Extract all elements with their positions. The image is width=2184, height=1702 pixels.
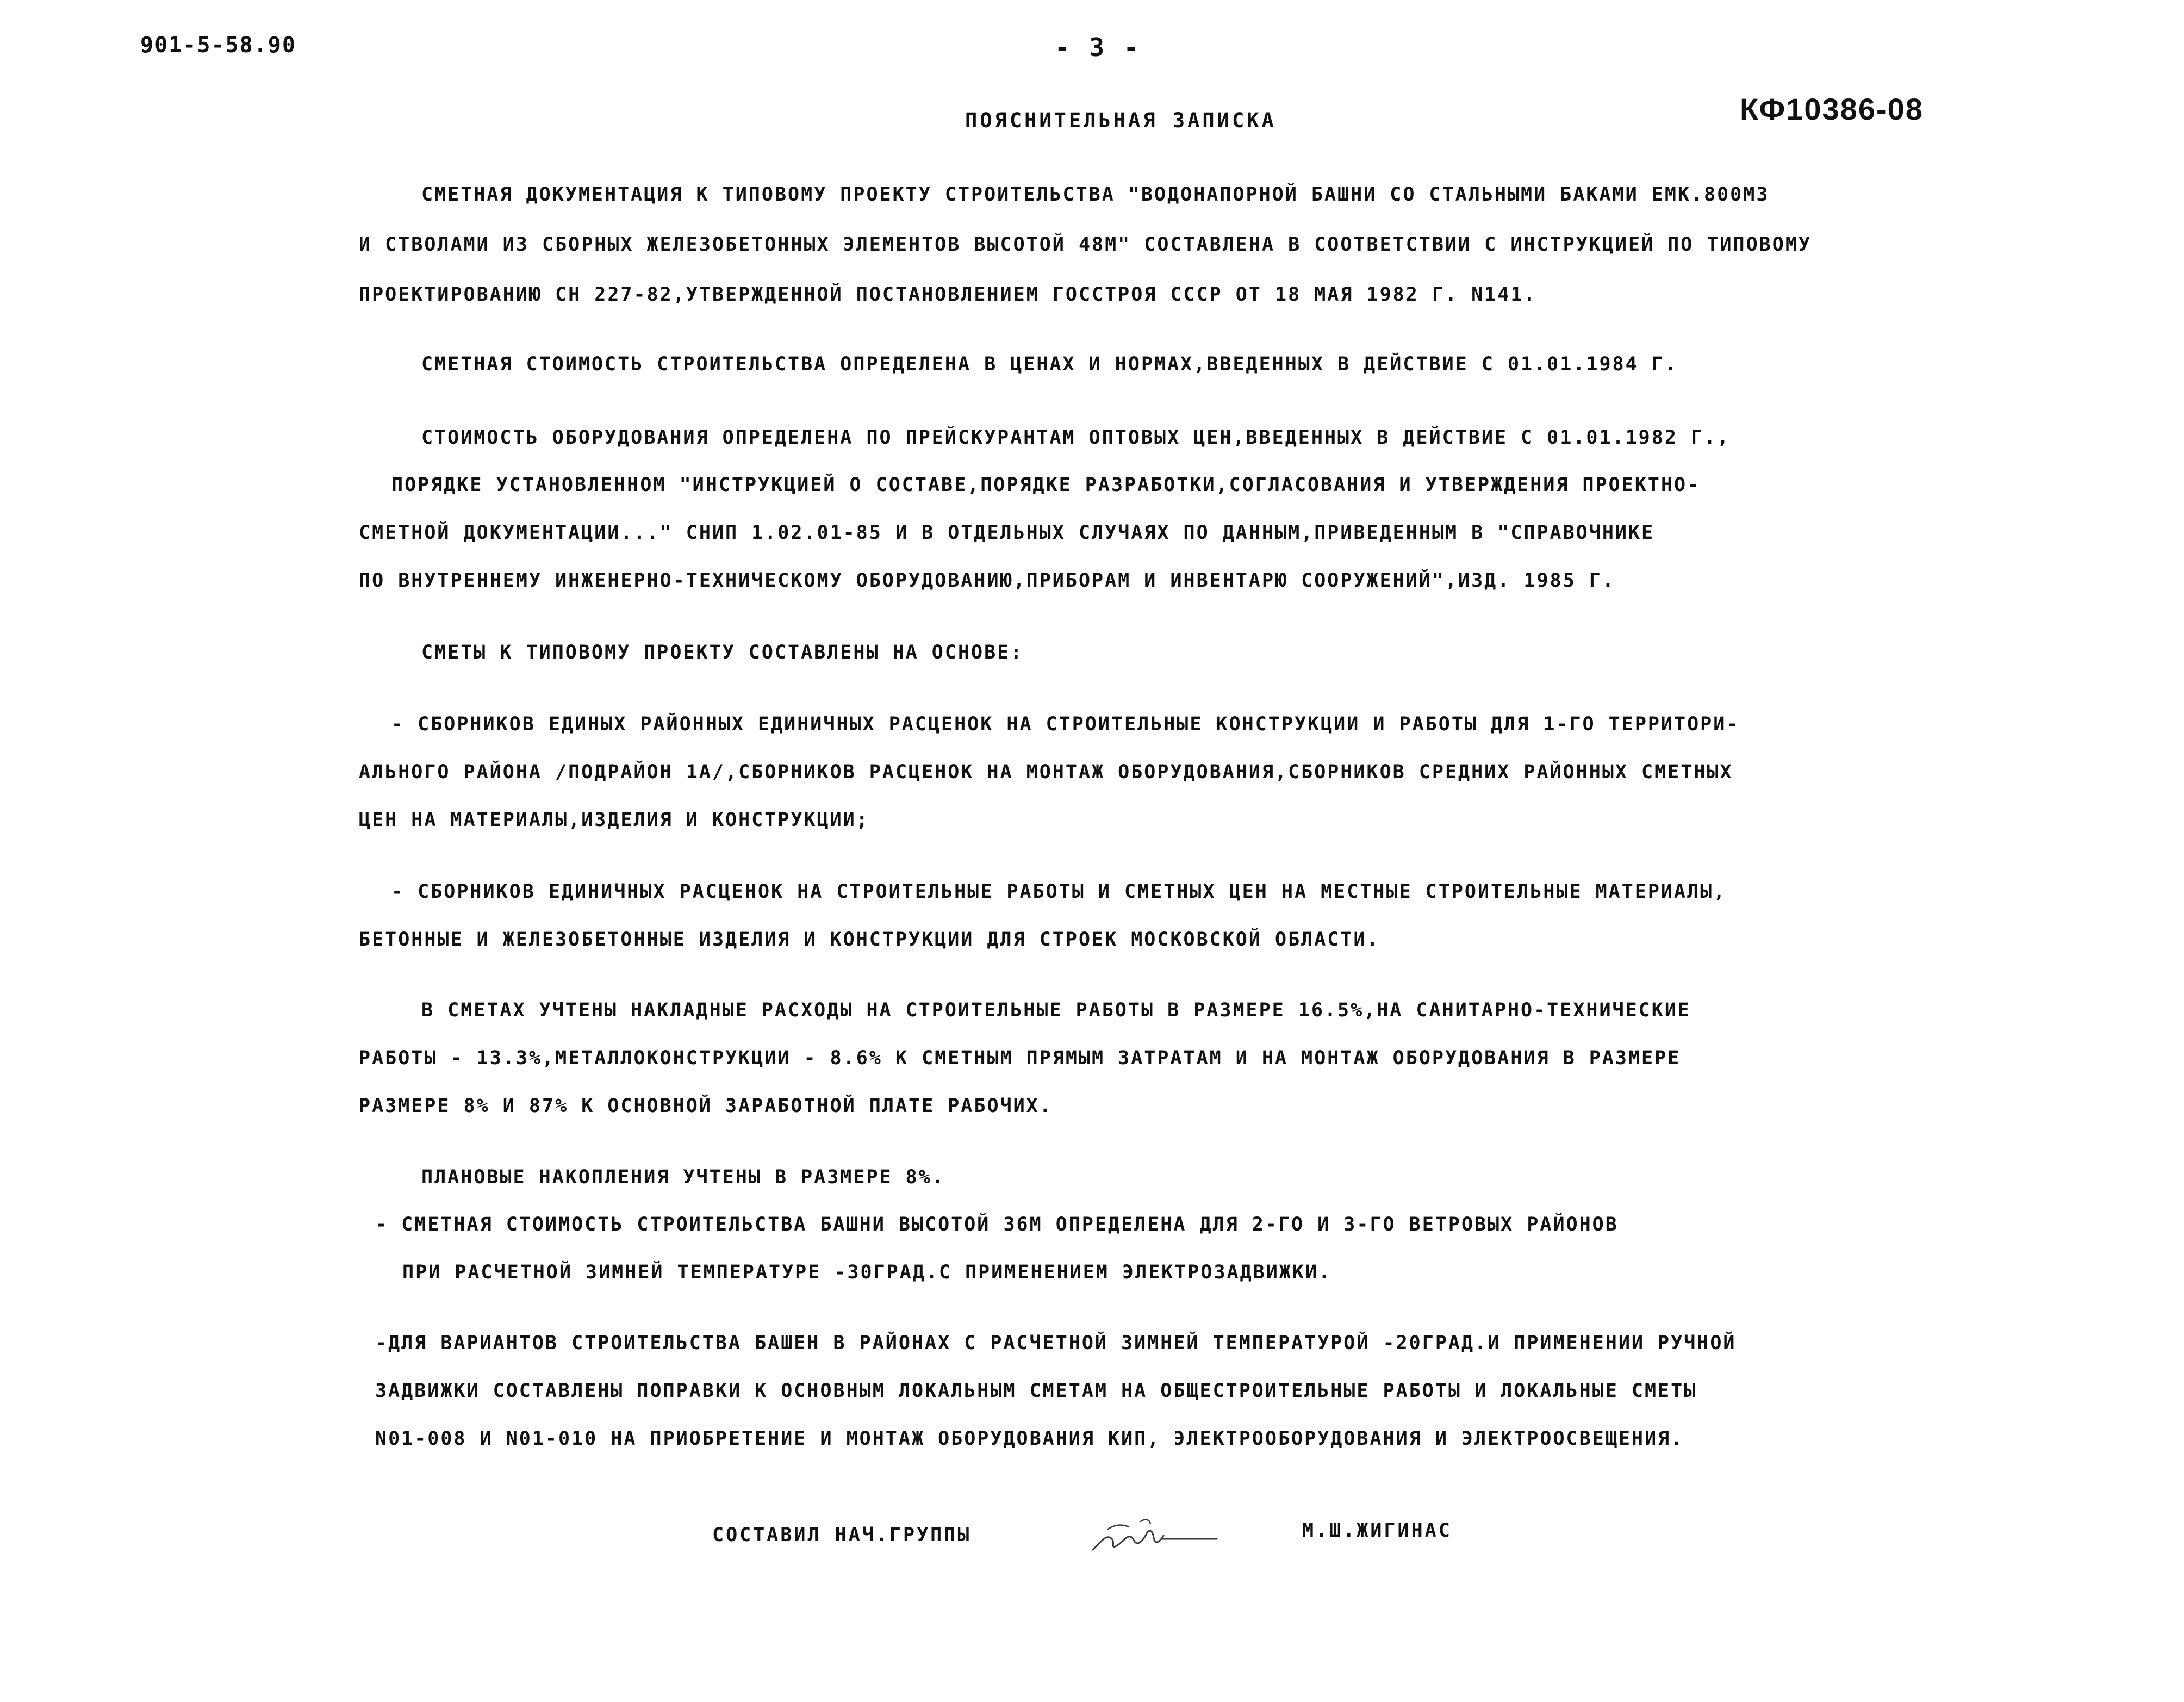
body-line: ПРИ РАСЧЕТНОЙ ЗИМНЕЙ ТЕМПЕРАТУРЕ -30ГРАД.С ПРИМЕНЕНИЕМ ЭЛЕКТРОЗАДВИЖКИ. <box>402 1262 1332 1283</box>
body-line: ПО ВНУТРЕННЕМУ ИНЖЕНЕРНО-ТЕХНИЧЕСКОМУ ОБОРУДОВАНИЮ,ПРИБОРАМ И ИНВЕНТАРЮ СООРУЖЕНИЙ",ИЗД. 1985 Г. <box>359 570 1615 592</box>
signer-role: СОСТАВИЛ НАЧ.ГРУППЫ <box>712 1524 972 1546</box>
body-line: - СБОРНИКОВ ЕДИНИЧНЫХ РАСЦЕНОК НА СТРОИТЕЛЬНЫЕ РАБОТЫ И СМЕТНЫХ ЦЕН НА МЕСТНЫЕ СТРОИТЕЛЬНЫЕ МАТЕРИАЛЫ, <box>391 881 1727 903</box>
page-number: - 3 - <box>1055 33 1141 62</box>
body-line: - СМЕТНАЯ СТОИМОСТЬ СТРОИТЕЛЬСТВА БАШНИ ВЫСОТОЙ 36М ОПРЕДЕЛЕНА ДЛЯ 2-ГО И 3-ГО ВЕТРОВЫХ РАЙОНОВ <box>375 1214 1619 1235</box>
body-line: СТОИМОСТЬ ОБОРУДОВАНИЯ ОПРЕДЕЛЕНА ПО ПРЕЙСКУРАНТАМ ОПТОВЫХ ЦЕН,ВВЕДЕННЫХ В ДЕЙСТВИЕ С 01.01.1982 Г., <box>421 427 1731 449</box>
body-line: РАБОТЫ - 13.3%,МЕТАЛЛОКОНСТРУКЦИИ - 8.6% К СМЕТНЫМ ПРЯМЫМ ЗАТРАТАМ И НА МОНТАЖ ОБОРУДОВАНИЯ В РАЗМЕРЕ <box>359 1047 1681 1069</box>
body-line: БЕТОННЫЕ И ЖЕЛЕЗОБЕТОННЫЕ ИЗДЕЛИЯ И КОНСТРУКЦИИ ДЛЯ СТРОЕК МОСКОВСКОЙ ОБЛАСТИ. <box>359 929 1380 951</box>
signer-name: М.Ш.ЖИГИНАС <box>1302 1520 1452 1542</box>
body-line: В СМЕТАХ УЧТЕНЫ НАКЛАДНЫЕ РАСХОДЫ НА СТРОИТЕЛЬНЫЕ РАБОТЫ В РАЗМЕРЕ 16.5%,НА САНИТАРНО-ТЕХНИЧЕСКИЕ <box>421 999 1691 1021</box>
body-line: -ДЛЯ ВАРИАНТОВ СТРОИТЕЛЬСТВА БАШЕН В РАЙОНАХ С РАСЧЕТНОЙ ЗИМНЕЙ ТЕМПЕРАТУРОЙ -20ГРАД.И ПРИМЕНЕНИИ РУЧНОЙ <box>375 1332 1737 1354</box>
body-line: И СТВОЛАМИ ИЗ СБОРНЫХ ЖЕЛЕЗОБЕТОННЫХ ЭЛЕМЕНТОВ ВЫСОТОЙ 48М" СОСТАВЛЕНА В СООТВЕТСТВИИ С ИНСТРУКЦИЕЙ ПО ТИПОВОМУ <box>359 234 1812 256</box>
body-line: ПЛАНОВЫЕ НАКОПЛЕНИЯ УЧТЕНЫ В РАЗМЕРЕ 8%. <box>421 1166 945 1188</box>
body-line: ПОРЯДКЕ УСТАНОВЛЕННОМ "ИНСТРУКЦИЕЙ О СОСТАВЕ,ПОРЯДКЕ РАЗРАБОТКИ,СОГЛАСОВАНИЯ И УТВЕРЖДЕНИЯ ПРОЕКТНО- <box>391 474 1701 496</box>
body-line: РАЗМЕРЕ 8% И 87% К ОСНОВНОЙ ЗАРАБОТНОЙ ПЛАТЕ РАБОЧИХ. <box>359 1095 1053 1117</box>
body-line: N01-008 И N01-010 НА ПРИОБРЕТЕНИЕ И МОНТАЖ ОБОРУДОВАНИЯ КИП, ЭЛЕКТРООБОРУДОВАНИЯ И ЭЛЕКТРООСВЕЩЕНИЯ. <box>375 1428 1684 1450</box>
body-line: ЦЕН НА МАТЕРИАЛЫ,ИЗДЕЛИЯ И КОНСТРУКЦИИ; <box>359 809 869 831</box>
document-title: ПОЯСНИТЕЛЬНАЯ ЗАПИСКА <box>965 109 1277 132</box>
body-line: СМЕТНОЙ ДОКУМЕНТАЦИИ..." СНИП 1.02.01-85 И В ОТДЕЛЬНЫХ СЛУЧАЯХ ПО ДАННЫМ,ПРИВЕДЕННЫМ В "СПРАВОЧНИКЕ <box>359 522 1655 544</box>
body-line: СМЕТЫ К ТИПОВОМУ ПРОЕКТУ СОСТАВЛЕНЫ НА ОСНОВЕ: <box>421 642 1024 663</box>
handwritten-signature-icon <box>1082 1512 1223 1561</box>
body-line: ПРОЕКТИРОВАНИЮ СН 227-82,УТВЕРЖДЕННОЙ ПОСТАНОВЛЕНИЕМ ГОССТРОЯ СССР ОТ 18 МАЯ 1982 Г. N141. <box>359 284 1537 306</box>
body-line: СМЕТНАЯ ДОКУМЕНТАЦИЯ К ТИПОВОМУ ПРОЕКТУ СТРОИТЕЛЬСТВА "ВОДОНАПОРНОЙ БАШНИ СО СТАЛЬНЫМИ БАКАМИ ЕМК.800М3 <box>421 184 1770 206</box>
body-line: АЛЬНОГО РАЙОНА /ПОДРАЙОН 1А/,СБОРНИКОВ РАСЦЕНОК НА МОНТАЖ ОБОРУДОВАНИЯ,СБОРНИКОВ СРЕДНИХ РАЙОННЫХ СМЕТНЫХ <box>359 761 1733 783</box>
body-line: - СБОРНИКОВ ЕДИНЫХ РАЙОННЫХ ЕДИНИЧНЫХ РАСЦЕНОК НА СТРОИТЕЛЬНЫЕ КОНСТРУКЦИИ И РАБОТЫ ДЛЯ 1-ГО ТЕРРИТОРИ- <box>391 713 1740 735</box>
body-line: СМЕТНАЯ СТОИМОСТЬ СТРОИТЕЛЬСТВА ОПРЕДЕЛЕНА В ЦЕНАХ И НОРМАХ,ВВЕДЕННЫХ В ДЕЙСТВИЕ С 01.01.1984 Г. <box>421 353 1678 375</box>
body-line: ЗАДВИЖКИ СОСТАВЛЕНЫ ПОПРАВКИ К ОСНОВНЫМ ЛОКАЛЬНЫМ СМЕТАМ НА ОБЩЕСТРОИТЕЛЬНЫЕ РАБОТЫ И ЛОКАЛЬНЫЕ СМЕТЫ <box>375 1380 1697 1402</box>
corner-code: 901-5-58.90 <box>140 33 296 58</box>
document-code: КФ10386-08 <box>1740 92 1924 126</box>
